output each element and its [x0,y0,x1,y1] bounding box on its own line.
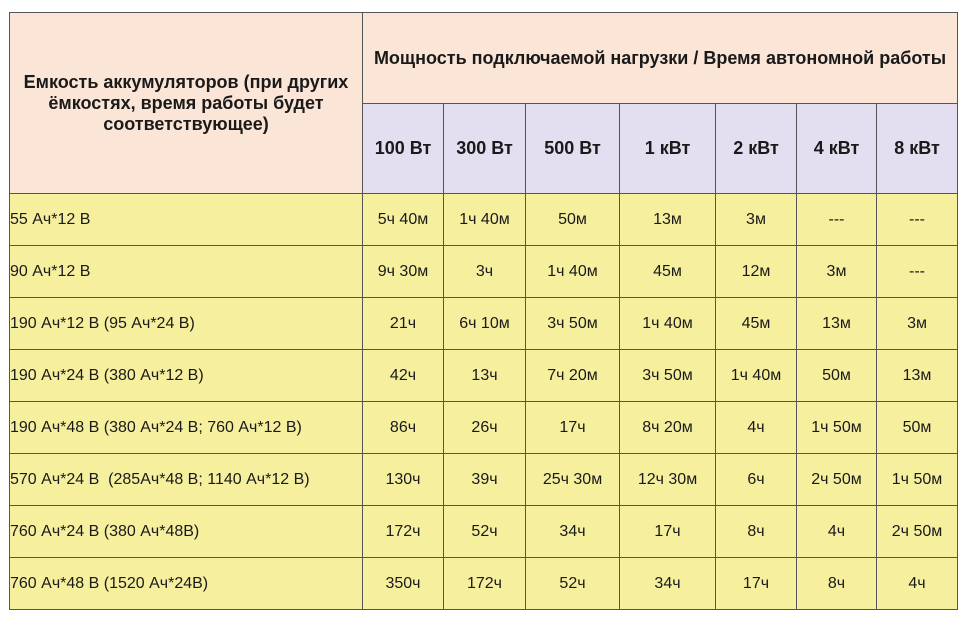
runtime-cell: 3м [716,194,797,246]
runtime-cell: 34ч [620,558,716,610]
capacity-column-header: Емкость аккумуляторов (при других ёмкостях, время работы будет соответствующее) [10,13,363,194]
runtime-cell: 39ч [444,454,526,506]
runtime-table [9,12,958,610]
runtime-cell: 52ч [444,506,526,558]
runtime-cell: 1ч 40м [526,246,620,298]
runtime-cell: 1ч 40м [716,350,797,402]
runtime-cell: 42ч [363,350,444,402]
table-row [10,454,958,506]
table-row [10,194,958,246]
load-header-500w: 500 Вт [526,103,620,194]
runtime-cell: 9ч 30м [363,246,444,298]
capacity-cell: 760 Ач*24 В (380 Ач*48В) [10,506,363,558]
runtime-cell: 50м [797,350,877,402]
runtime-cell: 13м [797,298,877,350]
runtime-cell: 13ч [444,350,526,402]
runtime-cell: 4ч [877,558,958,610]
runtime-cell: 8ч [716,506,797,558]
capacity-cell: 570 Ач*24 В (285Ач*48 В; 1140 Ач*12 В) [10,454,363,506]
runtime-cell: 52ч [526,558,620,610]
capacity-cell: 55 Ач*12 В [10,194,363,246]
capacity-cell: 190 Ач*12 В (95 Ач*24 В) [10,298,363,350]
runtime-cell: 26ч [444,402,526,454]
runtime-cell: 8ч [797,558,877,610]
runtime-cell: 3м [877,298,958,350]
runtime-cell: 1ч 40м [444,194,526,246]
runtime-cell: 17ч [620,506,716,558]
table-row [10,402,958,454]
load-header-100w: 100 Вт [363,103,444,194]
runtime-cell: 3ч [444,246,526,298]
runtime-cell: 25ч 30м [526,454,620,506]
runtime-cell: 3м [797,246,877,298]
runtime-cell: 12м [716,246,797,298]
runtime-cell: 12ч 30м [620,454,716,506]
capacity-cell: 190 Ач*24 В (380 Ач*12 В) [10,350,363,402]
runtime-cell: 13м [620,194,716,246]
runtime-cell: 3ч 50м [526,298,620,350]
runtime-cell: 17ч [716,558,797,610]
runtime-cell: 50м [526,194,620,246]
runtime-cell: 1ч 40м [620,298,716,350]
runtime-cell: --- [877,194,958,246]
runtime-cell: 172ч [444,558,526,610]
runtime-cell: 45м [620,246,716,298]
runtime-cell: 4ч [797,506,877,558]
load-header-8kw: 8 кВт [877,103,958,194]
runtime-cell: 1ч 50м [877,454,958,506]
runtime-cell: 172ч [363,506,444,558]
runtime-cell: 7ч 20м [526,350,620,402]
runtime-cell: 6ч [716,454,797,506]
runtime-cell: --- [877,246,958,298]
header-row-group [10,13,958,104]
table-row [10,506,958,558]
load-group-header: Мощность подключаемой нагрузки / Время автономной работы [363,13,958,104]
load-header-2kw: 2 кВт [716,103,797,194]
table-row [10,558,958,610]
load-header-1kw: 1 кВт [620,103,716,194]
runtime-cell: 1ч 50м [797,402,877,454]
runtime-cell: 3ч 50м [620,350,716,402]
runtime-cell: 8ч 20м [620,402,716,454]
capacity-cell: 760 Ач*48 В (1520 Ач*24В) [10,558,363,610]
runtime-cell: 17ч [526,402,620,454]
runtime-cell: 13м [877,350,958,402]
runtime-cell: 86ч [363,402,444,454]
runtime-cell: 4ч [716,402,797,454]
capacity-cell: 90 Ач*12 В [10,246,363,298]
table-row [10,350,958,402]
runtime-cell: 350ч [363,558,444,610]
load-header-300w: 300 Вт [444,103,526,194]
runtime-cell: 45м [716,298,797,350]
runtime-cell: --- [797,194,877,246]
table-row [10,246,958,298]
load-header-4kw: 4 кВт [797,103,877,194]
runtime-cell: 2ч 50м [797,454,877,506]
runtime-cell: 21ч [363,298,444,350]
runtime-cell: 50м [877,402,958,454]
runtime-cell: 2ч 50м [877,506,958,558]
runtime-cell: 6ч 10м [444,298,526,350]
runtime-cell: 130ч [363,454,444,506]
capacity-cell: 190 Ач*48 В (380 Ач*24 В; 760 Ач*12 В) [10,402,363,454]
runtime-cell: 5ч 40м [363,194,444,246]
table-row [10,298,958,350]
runtime-cell: 34ч [526,506,620,558]
